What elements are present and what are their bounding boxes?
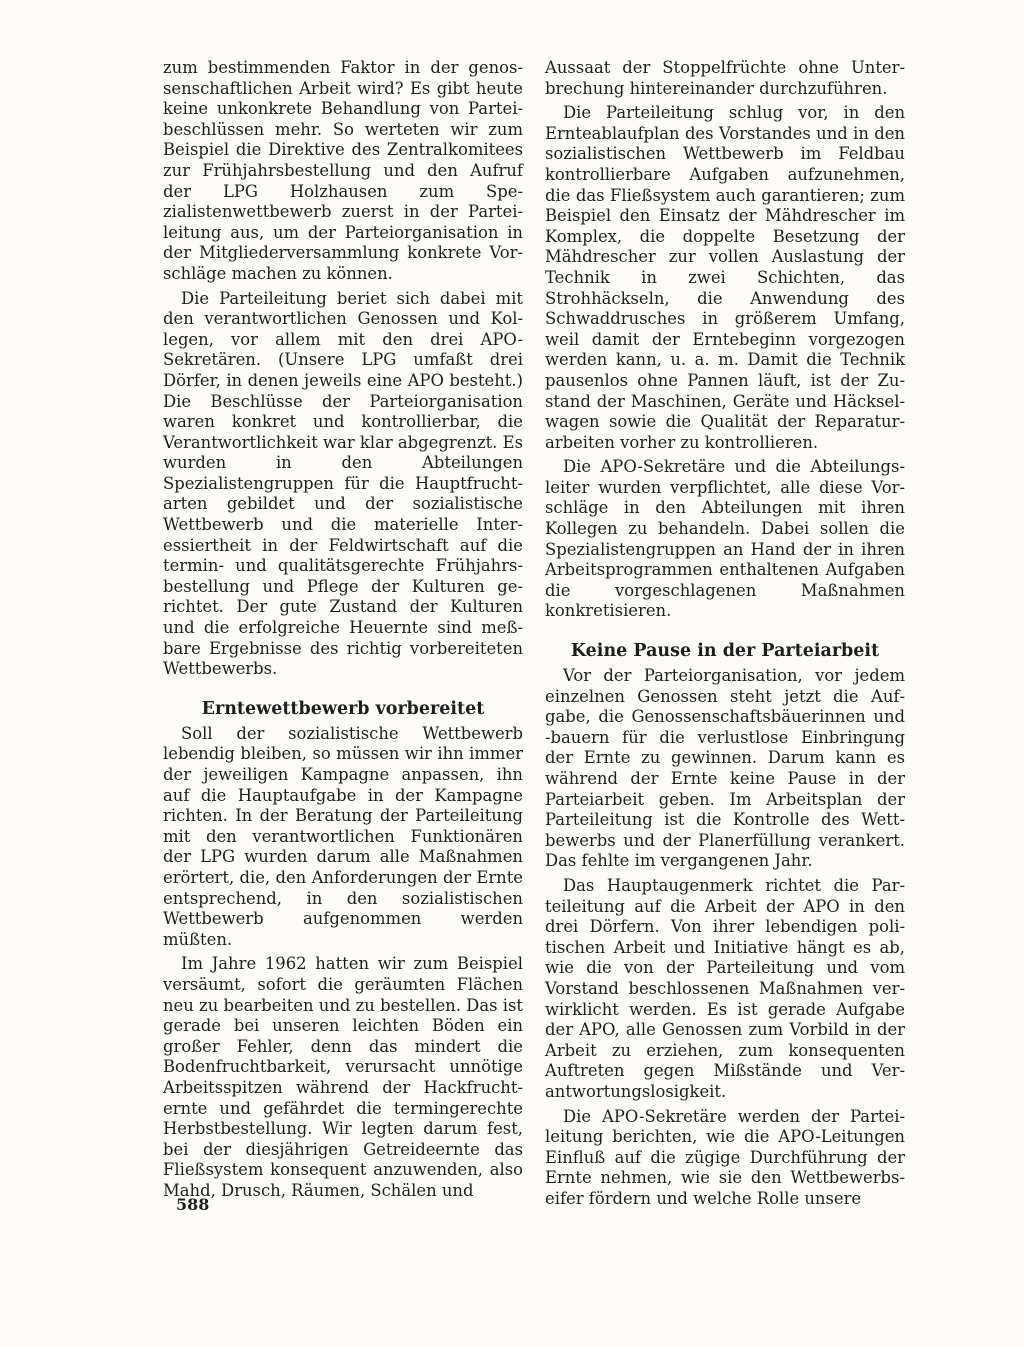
left-column <box>163 58 523 1205</box>
right-paragraph-4: Vor der Parteiorganisation, vor jedem einzelnen Genossen steht jetzt die Aufgabe, die Genossenschaftsbäuerinnen und -bauern für die verlustlose Einbringung der Ernte zu gewinnen. Darum kann es während der Ernte keine Pause in der Parteiarbeit geben. Im Arbeitsplan der Parteileitung ist die Kontrolle des Wettbewerbs und der Planerfüllung verankert. Das fehlte im vergangenen Jahr. <box>545 666 905 871</box>
right-paragraph-3: Die APO-Sekretäre und die Abteilungsleiter wurden verpflichtet, alle diese Vorschläge in den Abteilungen mit ihren Kollegen zu behandeln. Dabei sollen die Spezialistengruppen an Hand der in ihren Arbeitsprogrammen enthaltenen Aufgaben die vorgeschlagenen Maßnahmen konkretisieren. <box>545 457 905 621</box>
right-paragraph-5: Das Hauptaugenmerk richtet die Parteileitung auf die Arbeit der APO in den drei Dörfern. Von ihrer lebendigen politischen Arbeit und Initiative hängt es ab, wie die von der Parteileitung und vom Vorstand beschlossenen Maßnahmen verwirklicht werden. Es ist gerade Aufgabe der APO, alle Genossen zum Vorbild in der Arbeit zu erziehen, zum konsequenten Auftreten gegen Mißstände und Verantwortungslosigkeit. <box>545 875 905 1101</box>
left-paragraph-3: Soll der sozialistische Wettbewerb lebendig bleiben, so müssen wir ihn immer der jeweiligen Kampagne anpassen, ihn auf die Hauptaufgabe in der Kampagne richten. In der Beratung der Parteileitung mit den verantwortlichen Funktionären der LPG wurden darum alle Maßnahmen erörtert, die, den Anforderungen der Ernte entsprechend, in den sozialistischen Wettbewerb aufgenommen werden müßten. <box>163 723 523 949</box>
page-number: 588 <box>176 1195 210 1214</box>
left-paragraph-2: Die Parteileitung beriet sich dabei mit den verantwortlichen Genossen und Kollegen, vor allem mit den drei APO-Sekretären. (Unsere LPG umfaßt drei Dörfer, in denen jeweils eine APO besteht.) Die Beschlüsse der Parteiorganisation waren konkret und kontrollierbar, die Verantwortlichkeit war klar abgegrenzt. Es wurden in den Abteilungen Spezialistengruppen für die Hauptfruchtarten gebildet und der sozialistische Wettbewerb und die materielle Interessiertheit in der Feldwirtschaft auf die termin- und qualitätsgerechte Frühjahrsbestellung und Pflege der Kulturen gerichtet. Der gute Zustand der Kulturen und die erfolgreiche Heuernte sind meßbare Ergebnisse des richtig vorbereiteten Wettbewerbs. <box>163 288 523 679</box>
section-heading-erntewettbewerb: Erntewettbewerb vorbereitet <box>201 698 485 719</box>
right-paragraph-2: Die Parteileitung schlug vor, in den Ernteablaufplan des Vorstandes und in den sozialistischen Wettbewerb im Feldbau kontrollierbare Aufgaben aufzunehmen, die das Fließsystem auch garantieren; zum Beispiel den Einsatz der Mähdrescher im Komplex, die doppelte Besetzung der Mähdrescher zur vollen Auslastung der Technik in zwei Schichten, das Strohhäckseln, die Anwendung des Schwaddrusches in größerem Umfang, weil damit der Erntebeginn vorgezogen werden kann, u. a. m. Damit die Technik pausenlos ohne Pannen läuft, ist der Zustand der Maschinen, Geräte und Häckselwagen sowie die Qualität der Reparaturarbeiten vorher zu kontrollieren. <box>545 103 905 452</box>
left-paragraph-1: zum bestimmenden Faktor in der genossenschaftlichen Arbeit wird? Es gibt heute keine unkonkrete Behandlung von Parteibeschlüssen mehr. So werteten wir zum Beispiel die Direktive des Zentralkomitees zur Frühjahrsbestellung und den Aufruf der LPG Holzhausen zum Spezialistenwettbewerb zuerst in der Parteileitung aus, um der Parteiorganisation in der Mitgliederversammlung konkrete Vorschläge machen zu können. <box>163 58 523 283</box>
right-paragraph-1: Aussaat der Stoppelfrüchte ohne Unterbrechung hintereinander durchzuführen. <box>545 58 905 98</box>
section-heading-keine-pause: Keine Pause in der Parteiarbeit <box>570 641 880 662</box>
right-paragraph-6: Die APO-Sekretäre werden der Parteileitung berichten, wie die APO-Leitungen Einfluß auf die zügige Durchführung der Ernte nehmen, wie sie den Wettbewerbseifer fördern und welche Rolle unsere <box>545 1106 905 1208</box>
right-column <box>545 58 905 1213</box>
left-paragraph-4: Im Jahre 1962 hatten wir zum Beispiel versäumt, sofort die geräumten Flächen neu zu bearbeiten und zu bestellen. Das ist gerade bei unseren leichten Böden ein großer Fehler, denn das mindert die Bodenfruchtbarkeit, verursacht unnötige Arbeitsspitzen während der Hackfruchternte und gefährdet die termingerechte Herbstbestellung. Wir legten darum fest, bei der diesjährigen Getreideernte das Fließsystem konsequent anzuwenden, also Mahd, Drusch, Räumen, Schälen und <box>163 954 523 1200</box>
